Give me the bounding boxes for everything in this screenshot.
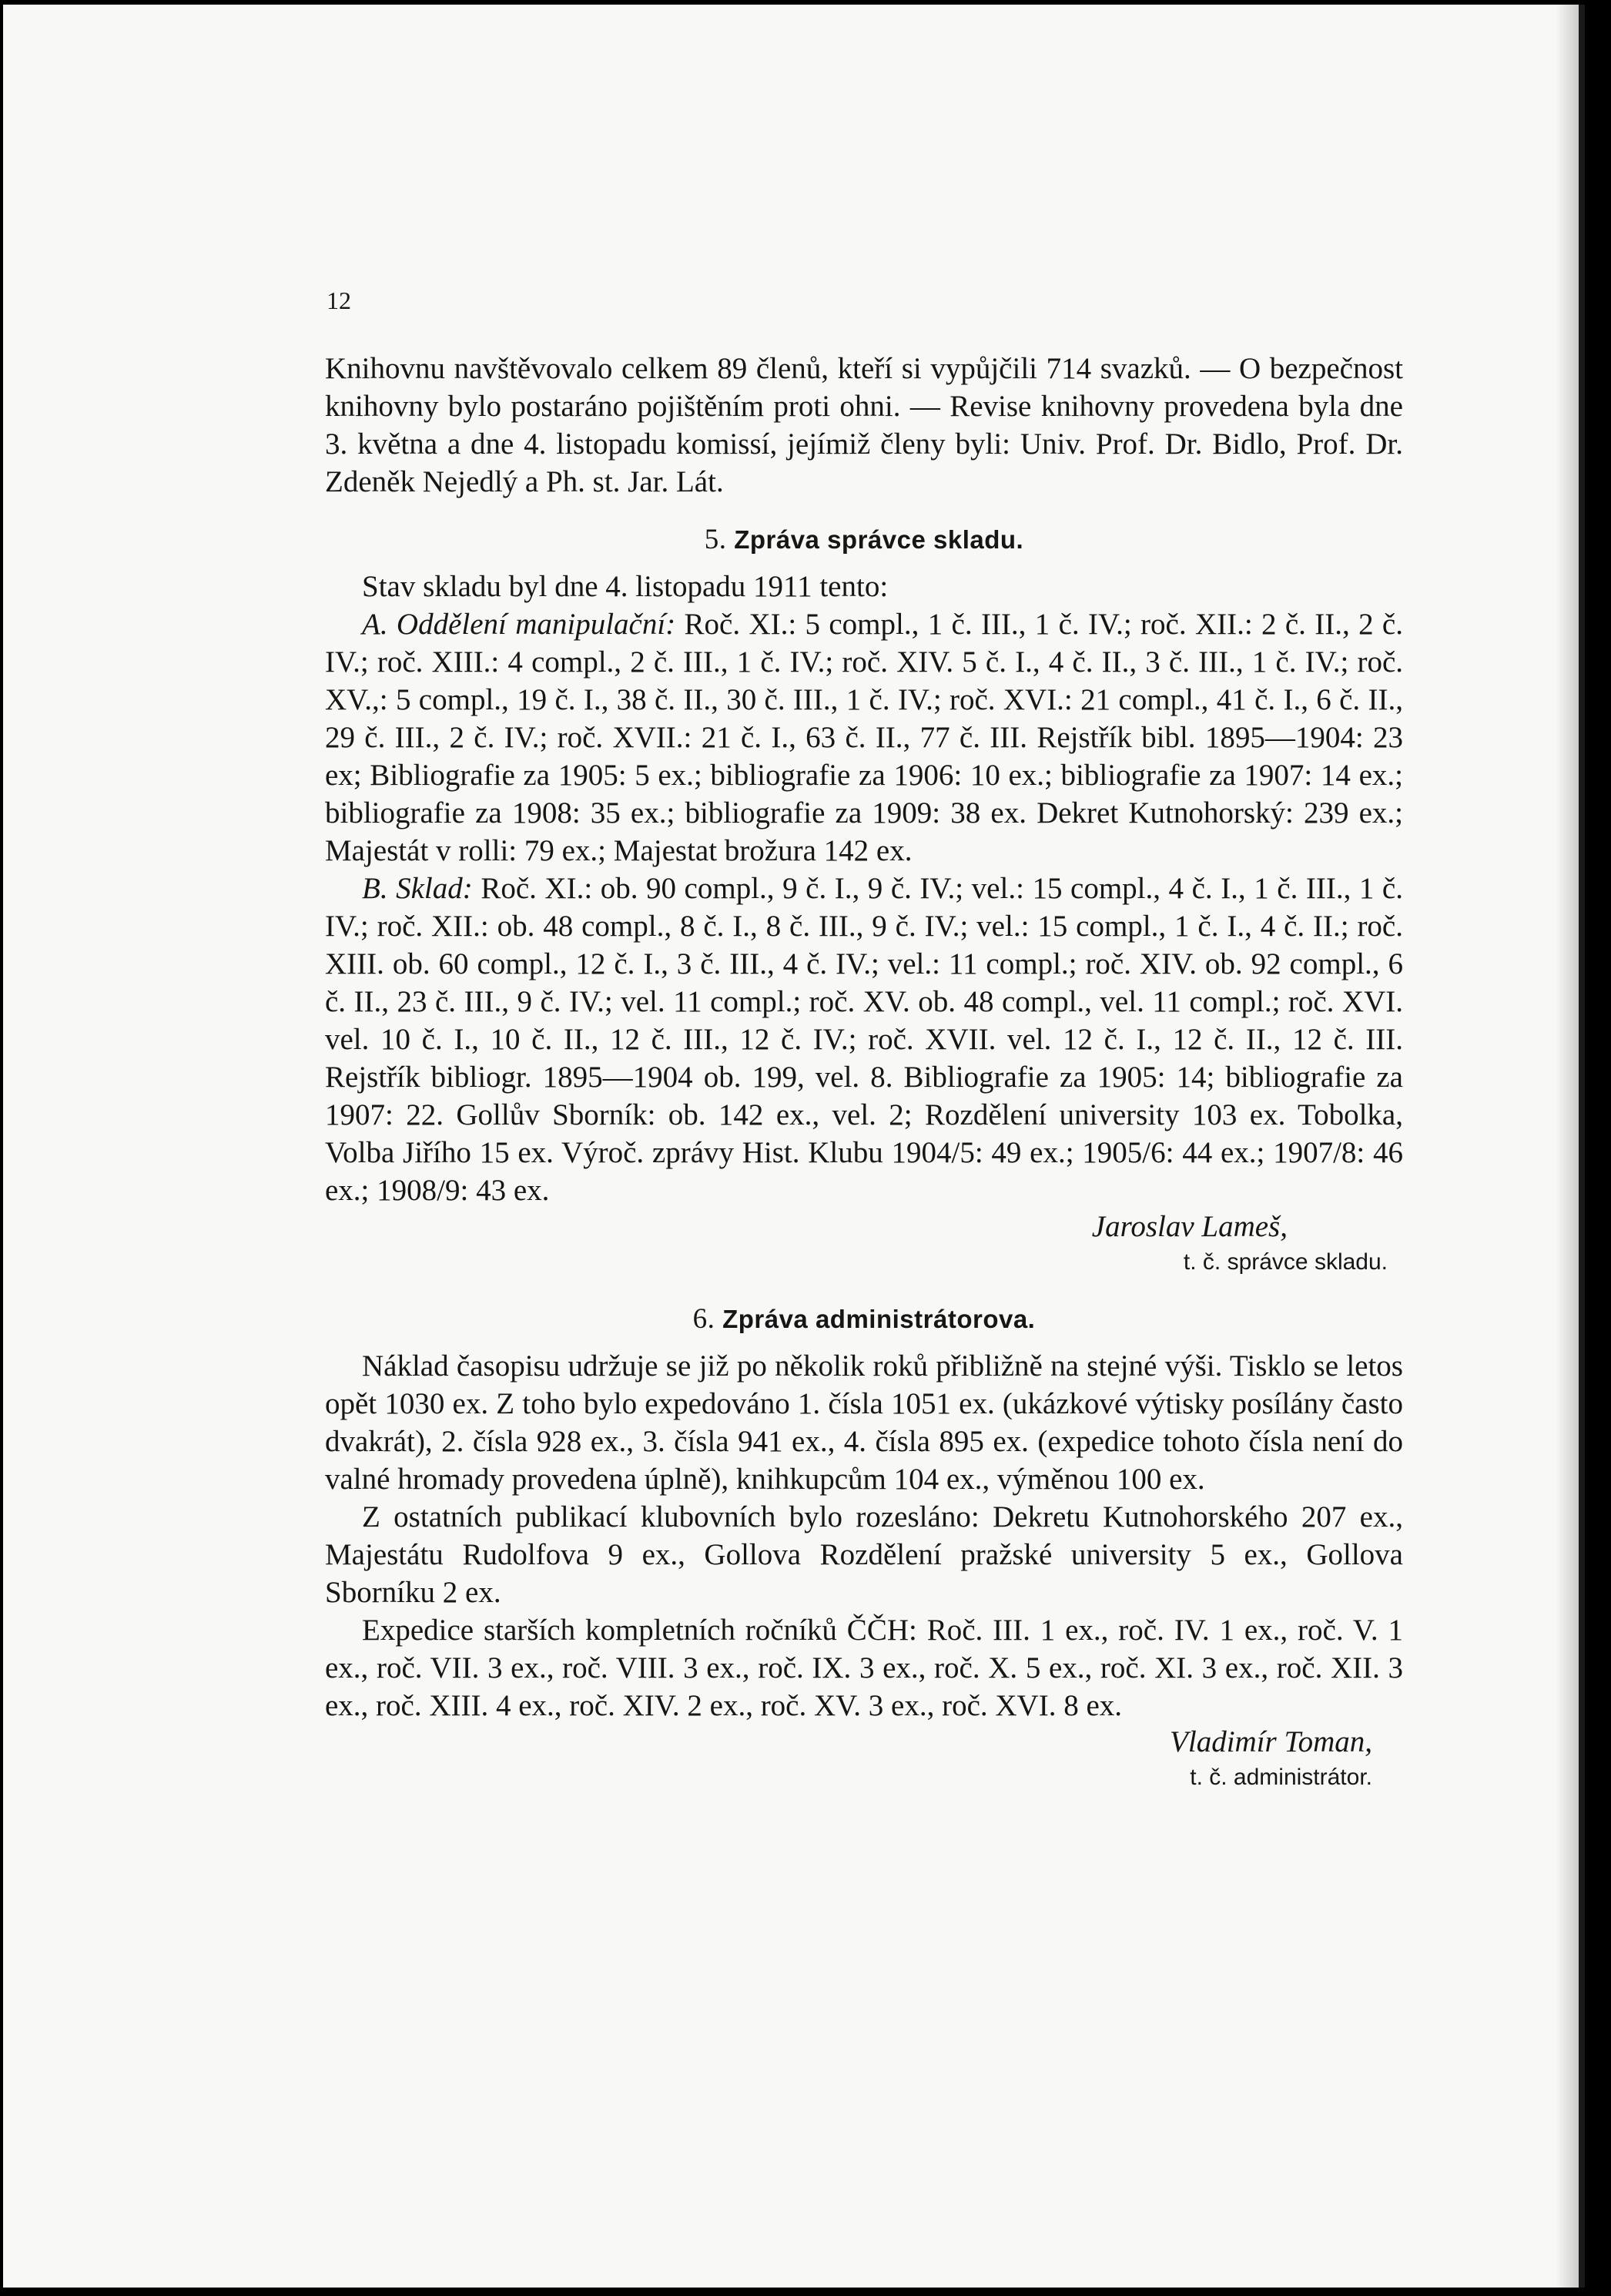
document-page: [3, 5, 1585, 2288]
part-a-text: Roč. XI.: 5 compl., 1 č. III., 1 č. IV.; roč. XII.: 2 č. II., 2 č. IV.; roč. XIII.: 4 compl., 2 č. III., 1 č. IV.; roč. XIV. 5 č. I., 4 č. II., 3 č. III., 1 č. IV.; roč. XV.,: 5 compl., 19 č. I., 38 č. II., 30 č. III., 1 č. IV.; roč. XVI.: 21 compl., 41 č. I., 6 č. II., 29 č. III., 2 č. IV.; roč. XVII.: 21 č. I., 63 č. II., 77 č. III. Rejstřík bibl. 1895—1904: 23 ex; Bibliografie za 1905: 5 ex.; bibliografie za 1906: 10 ex.; bibliografie za 1907: 14 ex.; bibliografie za 1908: 35 ex.; bibliografie za 1909: 38 ex. Dekret Kutnohorský: 239 ex.; Majestát v rolli: 79 ex.; Majestat brožura 142 ex.: [325, 608, 1403, 867]
part-b-label: B. Sklad:: [362, 872, 473, 905]
signature-role-toman: t. č. administrátor.: [1190, 1765, 1372, 1790]
text-column: [325, 280, 1403, 1795]
section-5-signature: [325, 1209, 1403, 1280]
part-a-label: A. Oddělení manipulační:: [362, 608, 676, 641]
section-5-title: Zpráva správce skladu.: [734, 525, 1024, 554]
signature-name-toman: Vladimír Toman,: [1170, 1725, 1372, 1758]
signature-name-lames: Jaroslav Lameš,: [1091, 1210, 1288, 1243]
stock-intro: Stav skladu byl dne 4. listopadu 1911 tento:: [362, 570, 889, 603]
signature-role-lames: t. č. správce skladu.: [1183, 1249, 1388, 1275]
library-report-paragraph: Knihovnu navštěvovalo celkem 89 členů, kteří si vypůjčili 714 svazků. — O bezpečnost knihovny bylo postaráno pojištěním proti ohni. — Revise knihovny provedena byla dne 3. května a dne 4. listopadu komissí, jejímiž členy byli: Univ. Prof. Dr. Bidlo, Prof. Dr. Zdeněk Nejedlý a Ph. st. Jar. Lát.: [325, 352, 1403, 498]
admin-paragraph-3: Expedice starších kompletních ročníků ČČH: Roč. III. 1 ex., roč. IV. 1 ex., roč. V. 1 ex., roč. VII. 3 ex., roč. VIII. 3 ex., roč. IX. 3 ex., roč. X. 5 ex., roč. XI. 3 ex., roč. XII. 3 ex., roč. XIII. 4 ex., roč. XIV. 2 ex., roč. XV. 3 ex., roč. XVI. 8 ex.: [325, 1614, 1403, 1722]
section-6-signature: [325, 1725, 1403, 1795]
section-5-number: 5.: [704, 524, 727, 555]
section-5-heading: [325, 521, 1403, 558]
admin-paragraph-2: Z ostatních publikací klubovních bylo rozesláno: Dekretu Kutnohorského 207 ex., Majestátu Rudolfova 9 ex., Gollova Rozdělení pražské university 5 ex., Gollova Sborníku 2 ex.: [325, 1500, 1403, 1609]
section-6-title: Zpráva administrátorova.: [722, 1305, 1036, 1333]
admin-paragraph-1: Náklad časopisu udržuje se již po několik roků přibližně na stejné výši. Tisklo se letos opět 1030 ex. Z toho bylo expedováno 1. čísla 1051 ex. (ukázkové výtisky posílány často dvakrát), 2. čísla 928 ex., 3. čísla 941 ex., 4. čísla 895 ex. (expedice tohoto čísla není do valné hromady provedena úplně), knihkupcům 104 ex., výměnou 100 ex.: [325, 1349, 1403, 1496]
page-number: 12: [327, 287, 351, 314]
section-6-number: 6.: [692, 1303, 715, 1335]
part-b-text: Roč. XI.: ob. 90 compl., 9 č. I., 9 č. IV.; vel.: 15 compl., 4 č. I., 1 č. III., 1 č. IV.; roč. XII.: ob. 48 compl., 8 č. I., 8 č. III., 9 č. IV.; vel.: 15 compl., 1 č. I., 4 č. II.; roč. XIII. ob. 60 compl., 12 č. I., 3 č. III., 4 č. IV.; vel.: 11 compl.; roč. XIV. ob. 92 compl., 6 č. II., 23 č. III., 9 č. IV.; vel. 11 compl.; roč. XV. ob. 48 compl., vel. 11 compl.; roč. XVI. vel. 10 č. I., 10 č. II., 12 č. III., 12 č. IV.; roč. XVII. vel. 12 č. I., 12 č. II., 12 č. III. Rejstřík bibliogr. 1895—1904 ob. 199, vel. 8. Bibliografie za 1905: 14; bibliografie za 1907: 22. Gollův Sborník: ob. 142 ex., vel. 2; Rozdělení university 103 ex. Tobolka, Volba Jiřího 15 ex. Výroč. zprávy Hist. Klubu 1904/5: 49 ex.; 1905/6: 44 ex.; 1907/8: 46 ex.; 1908/9: 43 ex.: [325, 872, 1403, 1207]
stock-part-b: [325, 870, 1403, 1209]
section-6-heading: [325, 1300, 1403, 1338]
stock-part-a: [325, 605, 1403, 870]
